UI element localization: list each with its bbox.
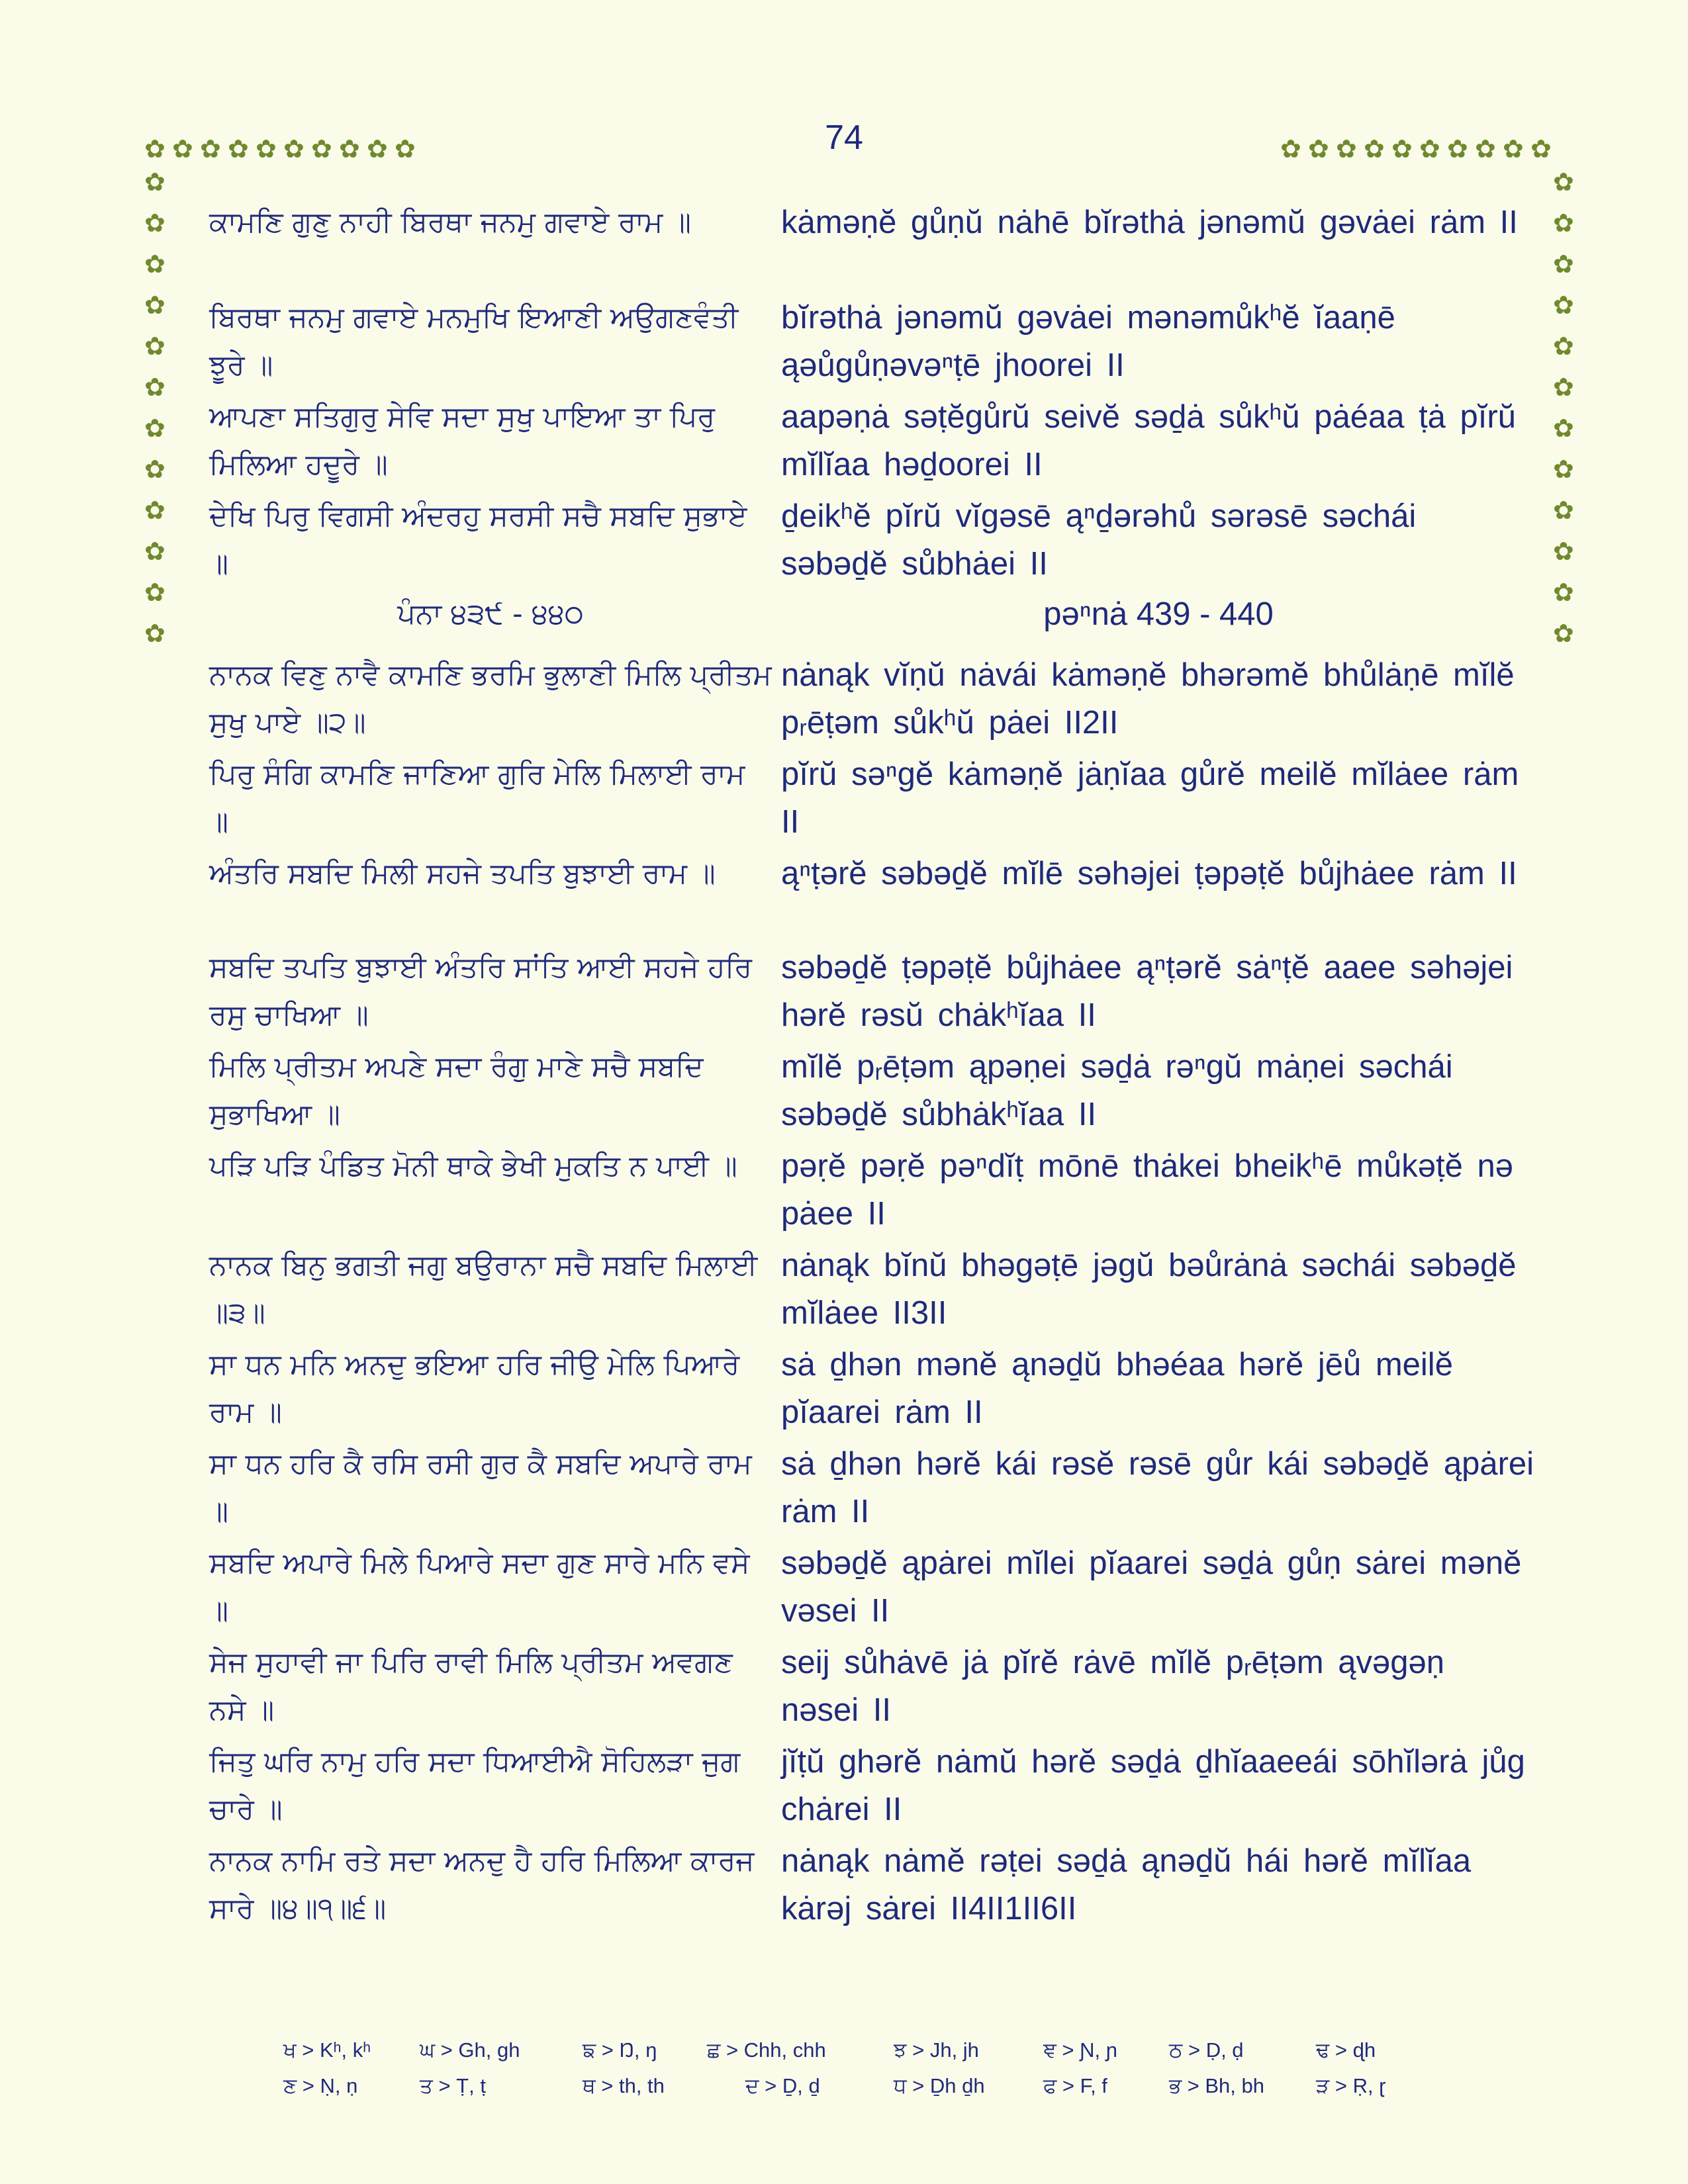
flower-icon: ✿: [1553, 496, 1574, 525]
transliteration-line: nȧnąk bĭnŭ bhəgəṭē jəgŭ bəůrȧnȧ səchái səbəḏĕ mĭlȧee II3II: [781, 1248, 1517, 1331]
transliteration-line: ąⁿṭərĕ səbəḏĕ mĭlē səhəjei ṭəpəṭĕ bůjhȧee rȧm II: [781, 856, 1517, 891]
page-reference-translit: pəⁿnȧ 439 - 440: [1043, 596, 1274, 632]
key-item: ਠ > Ḍ, ḍ: [1169, 2038, 1244, 2062]
gurmukhi-line: ਨਾਨਕ ਬਿਨੁ ਭਗਤੀ ਜਗੁ ਬਉਰਾਨਾ ਸਚੈ ਸਬਦਿ ਮਿਲਾਈ ॥੩॥: [209, 1249, 758, 1330]
flower-icon: ✿: [144, 578, 165, 607]
flower-icon: ✿: [144, 134, 165, 163]
flower-icon: ✿: [1336, 134, 1357, 163]
flower-icon: ✿: [339, 134, 360, 163]
flower-icon: ✿: [172, 134, 193, 163]
key-item: ਫ > F, f: [1043, 2074, 1107, 2097]
flower-icon: ✿: [1553, 208, 1574, 238]
page-number: 74: [825, 118, 863, 157]
flower-icon: ✿: [144, 250, 165, 279]
flower-icon: ✿: [1553, 537, 1574, 566]
gurmukhi-line: ਅੰਤਰਿ ਸਬਦਿ ਮਿਲੀ ਸਹਜੇ ਤਪਤਿ ਬੁਝਾਈ ਰਾਮ ॥: [209, 857, 716, 890]
transliteration-line: bĭrəthȧ jənəmŭ gəvȧei mənəmůkʰĕ ĭaaṇē ąəůgůṇəvəⁿṭē jhoorei II: [781, 300, 1395, 383]
flower-icon: ✿: [256, 134, 277, 163]
flower-icon: ✿: [283, 134, 305, 163]
flower-icon: ✿: [144, 291, 165, 320]
gurmukhi-line: ਪਿਰੁ ਸੰਗਿ ਕਾਮਣਿ ਜਾਣਿਆ ਗੁਰਿ ਮੇਲਿ ਮਿਲਾਈ ਰਾਮ ॥: [209, 758, 745, 839]
key-item: ਦ > Ḏ, ḏ: [745, 2074, 820, 2097]
key-item: ਞ > Ɲ, ɲ: [1043, 2038, 1117, 2062]
flower-icon: ✿: [1553, 332, 1574, 361]
key-item: ਭ > Bh, bh: [1169, 2074, 1264, 2097]
key-item: ਖ > Kʰ, kʰ: [283, 2038, 371, 2062]
transliteration-line: sȧ ḏhən hərĕ kái rəsĕ rəsē gůr kái səbəḏĕ ąpȧrei rȧm II: [781, 1446, 1534, 1529]
gurmukhi-line: ਸਬਦਿ ਅਪਾਰੇ ਮਿਲੇ ਪਿਆਰੇ ਸਦਾ ਗੁਣ ਸਾਰੇ ਮਨਿ ਵਸੇ ॥: [209, 1547, 750, 1627]
transliteration-line: ḏeikʰĕ pĭrŭ vĭgəsē ąⁿḏərəhů sərəsē səchái səbəḏĕ sůbhȧei II: [781, 498, 1417, 582]
transliteration-line: kȧməṇĕ gůṇŭ nȧhē bĭrəthȧ jənəmŭ gəvȧei rȧm II: [781, 205, 1518, 240]
flower-icon: ✿: [1475, 134, 1496, 163]
transliteration-line: sȧ ḏhən mənĕ ąnəḏŭ bhəéaa hərĕ jēů meilĕ pĭaarei rȧm II: [781, 1347, 1453, 1430]
flower-icon: ✿: [200, 134, 221, 163]
key-item: ਙ > Ŋ, ŋ: [583, 2038, 657, 2062]
flower-icon: ✿: [144, 619, 165, 648]
flower-icon: ✿: [144, 167, 165, 197]
gurmukhi-line: ਆਪਣਾ ਸਤਿਗੁਰੁ ਸੇਵਿ ਸਦਾ ਸੁਖੁ ਪਾਇਆ ਤਾ ਪਿਰੁ ਮਿਲਿਆ ਹਦੂਰੇ ॥: [209, 400, 716, 481]
transliteration-line: seij sůhȧvē jȧ pĭrĕ rȧvē mĭlĕ pᵣēṭəm ąvəgəṇ nəsei II: [781, 1645, 1444, 1728]
gurmukhi-line: ਕਾਮਣਿ ਗੁਣੁ ਨਾਹੀ ਬਿਰਥਾ ਜਨਮੁ ਗਵਾਏ ਰਾਮ ॥: [209, 206, 691, 239]
gurmukhi-line: ਸੇਜ ਸੁਹਾਵੀ ਜਾ ਪਿਰਿ ਰਾਵੀ ਮਿਲਿ ਪ੍ਰੀਤਮ ਅਵਗਣ ਨਸੇ ॥: [209, 1646, 733, 1727]
flower-icon: ✿: [1530, 134, 1552, 163]
flower-icon: ✿: [1503, 134, 1524, 163]
flower-icon: ✿: [1419, 134, 1440, 163]
flower-icon: ✿: [1308, 134, 1329, 163]
flower-icon: ✿: [1391, 134, 1413, 163]
flower-icon: ✿: [144, 373, 165, 402]
gurmukhi-line: ਦੇਖਿ ਪਿਰੁ ਵਿਗਸੀ ਅੰਦਰਹੁ ਸਰਸੀ ਸਚੈ ਸਬਦਿ ਸੁਭਾਏ ॥: [209, 500, 747, 580]
flower-icon: ✿: [1553, 578, 1574, 607]
flower-icon: ✿: [395, 134, 416, 163]
key-item: ਘ > Gh, gh: [420, 2038, 520, 2062]
key-item: ਝ > Jh, jh: [894, 2038, 979, 2062]
gurmukhi-line: ਸਬਦਿ ਤਪਤਿ ਬੁਝਾਈ ਅੰਤਰਿ ਸਾਂਤਿ ਆਈ ਸਹਜੇ ਹਰਿ ਰਸੁ ਚਾਖਿਆ ॥: [209, 951, 753, 1032]
flower-icon: ✿: [1553, 250, 1574, 279]
key-item: ੜ > Ṛ, ɽ: [1316, 2074, 1386, 2097]
gurmukhi-line: ਮਿਲਿ ਪ੍ਰੀਤਮ ਅਪਣੇ ਸਦਾ ਰੰਗੁ ਮਾਣੇ ਸਚੈ ਸਬਦਿ ਸੁਭਾਖਿਆ ॥: [209, 1050, 704, 1131]
flower-icon: ✿: [1553, 414, 1574, 443]
transliteration-line: aapəṇȧ səṭĕgůrŭ seivĕ səḏȧ sůkʰŭ pȧéaa ṭȧ pĭrŭ mĭlĭaa həḏoorei II: [781, 399, 1516, 482]
key-item: ਢ > ɖh: [1316, 2038, 1376, 2062]
flower-icon: ✿: [1553, 167, 1574, 197]
transliteration-line: mĭlĕ pᵣēṭəm ąpəṇei səḏȧ rəⁿgŭ mȧṇei səchái səbəḏĕ sůbhȧkʰĭaa II: [781, 1049, 1453, 1132]
transliteration-line: pəṛĕ pəṛĕ pəⁿdĭṭ mōnē thȧkei bheikʰē můkəṭĕ nə pȧee II: [781, 1148, 1513, 1232]
flower-icon: ✿: [144, 332, 165, 361]
flower-icon: ✿: [1553, 619, 1574, 648]
transliteration-line: səbəḏĕ ąpȧrei mĭlei pĭaarei səḏȧ gůṇ sȧrei mənĕ vəsei II: [781, 1545, 1522, 1629]
transliteration-line: jĭṭŭ ghərĕ nȧmŭ hərĕ səḏȧ ḏhĭaaeeái sōhĭlərȧ jůg chȧrei II: [781, 1744, 1525, 1827]
key-item: ਥ > th, th: [583, 2074, 665, 2097]
flower-icon: ✿: [228, 134, 249, 163]
flower-icon: ✿: [144, 455, 165, 484]
gurmukhi-line: ਪੜਿ ਪੜਿ ਪੰਡਿਤ ਮੋਨੀ ਥਾਕੇ ਭੇਖੀ ਮੁਕਤਿ ਨ ਪਾਈ ॥: [209, 1150, 737, 1183]
key-item: ਧ > Ḏh ḏh: [894, 2074, 985, 2097]
flower-icon: ✿: [1553, 373, 1574, 402]
flower-icon: ✿: [1364, 134, 1385, 163]
key-item: ਤ > Ṭ, ṭ: [420, 2074, 486, 2097]
transliteration-line: nȧnąk vĭṇŭ nȧvái kȧməṇĕ bhərəmĕ bhůlȧṇē mĭlĕ pᵣēṭəm sůkʰŭ pȧei II2II: [781, 657, 1515, 741]
gurmukhi-line: ਸਾ ਧਨ ਹਰਿ ਕੈ ਰਸਿ ਰਸੀ ਗੁਰ ਕੈ ਸਬਦਿ ਅਪਾਰੇ ਰਾਮ ॥: [209, 1447, 752, 1528]
flower-icon: ✿: [1280, 134, 1301, 163]
transliteration-line: nȧnąk nȧmĕ rəṭei səḏȧ ąnəḏŭ hái hərĕ mĭlĭaa kȧrəj sȧrei II4II1II6II: [781, 1843, 1472, 1927]
transliteration-line: səbəḏĕ ṭəpəṭĕ bůjhȧee ąⁿṭərĕ sȧⁿṭĕ aaee səhəjei hərĕ rəsŭ chȧkʰĭaa II: [781, 950, 1513, 1033]
gurmukhi-line: ਸਾ ਧਨ ਮਨਿ ਅਨਦੁ ਭਇਆ ਹਰਿ ਜੀਉ ਮੇਲਿ ਪਿਆਰੇ ਰਾਮ ॥: [209, 1348, 740, 1429]
gurmukhi-line: ਨਾਨਕ ਨਾਮਿ ਰਤੇ ਸਦਾ ਅਨਦੁ ਹੈ ਹਰਿ ਮਿਲਿਆ ਕਾਰਜ ਸਾਰੇ ॥੪॥੧॥੬॥: [209, 1844, 755, 1925]
flower-icon: ✿: [144, 496, 165, 525]
gurmukhi-line: ਬਿਰਥਾ ਜਨਮੁ ਗਵਾਏ ਮਨਮੁਖਿ ਇਆਣੀ ਅਉਗਣਵੰਤੀ ਝੂਰੇ ॥: [209, 301, 739, 382]
flower-icon: ✿: [1447, 134, 1468, 163]
key-item: ਛ > Chh, chh: [707, 2038, 826, 2062]
flower-icon: ✿: [144, 414, 165, 443]
gurmukhi-line: ਜਿਤੁ ਘਰਿ ਨਾਮੁ ਹਰਿ ਸਦਾ ਧਿਆਈਐ ਸੋਹਿਲੜਾ ਜੁਗ ਚਾਰੇ ॥: [209, 1745, 741, 1826]
flower-icon: ✿: [311, 134, 332, 163]
flower-icon: ✿: [1553, 455, 1574, 484]
transliteration-line: pĭrŭ səⁿgĕ kȧməṇĕ jȧṇĭaa gůrĕ meilĕ mĭlȧee rȧm II: [781, 756, 1519, 840]
flower-icon: ✿: [367, 134, 388, 163]
key-item: ਣ > Ṇ, ṇ: [283, 2074, 358, 2097]
flower-icon: ✿: [144, 537, 165, 566]
gurmukhi-line: ਨਾਨਕ ਵਿਣੁ ਨਾਵੈ ਕਾਮਣਿ ਭਰਮਿ ਭੁਲਾਣੀ ਮਿਲਿ ਪ੍ਰੀਤਮ ਸੁਖੁ ਪਾਏ ॥੨॥: [209, 659, 772, 739]
flower-icon: ✿: [144, 208, 165, 238]
page-reference-gurmukhi: ਪੰਨਾ ੪੩੯ - ੪੪੦: [397, 598, 584, 631]
flower-icon: ✿: [1553, 291, 1574, 320]
